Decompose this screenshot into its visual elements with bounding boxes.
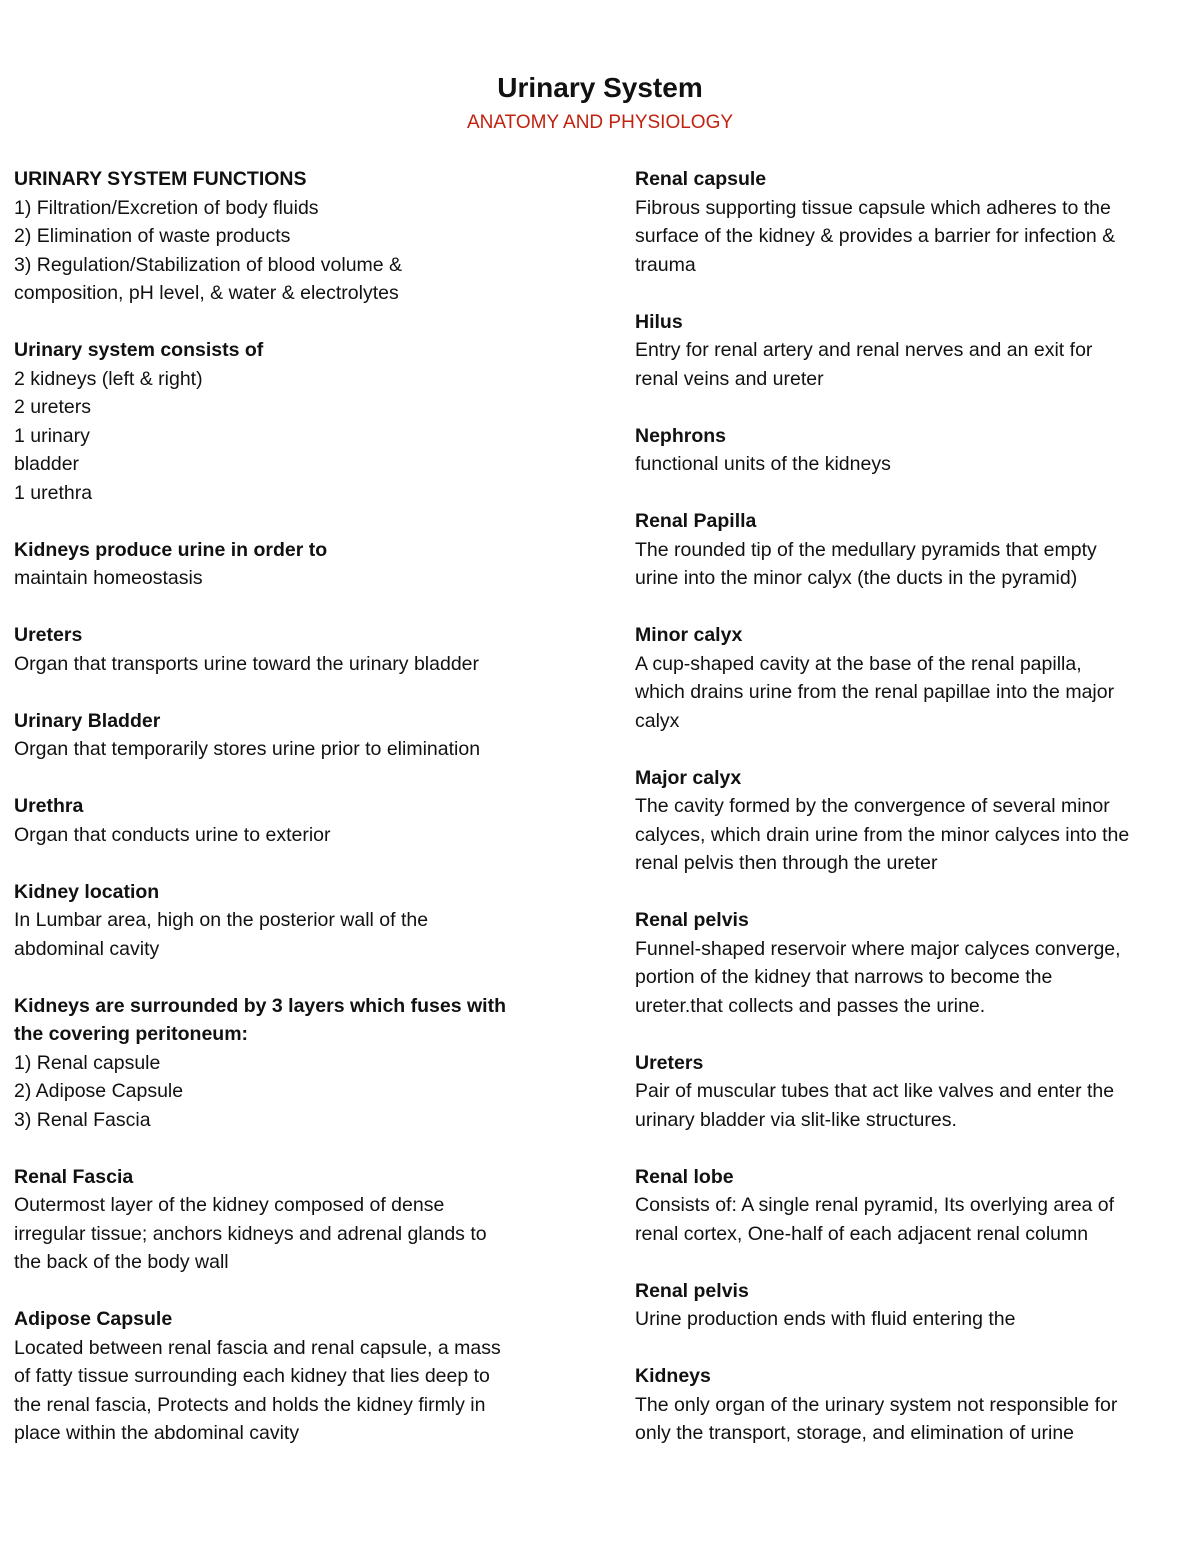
page-subtitle: ANATOMY AND PHYSIOLOGY [466,112,734,133]
section-text-line: portion of the kidney that narrows to become the [635,966,1053,988]
section-text-line: irregular tissue; anchors kidneys and adrenal glands to [14,1222,487,1245]
section-text-line: 2 kidneys (left & right) [14,367,203,390]
section-heading: Renal pelvis [635,1279,749,1302]
section-text-line: Organ that transports urine toward the urinary bladder [14,652,480,675]
section-nephrons [635,422,1190,479]
section-renal-fascia [14,1163,574,1277]
section-text-line: functional units of the kidneys [635,453,891,475]
section-text-line: surface of the kidney & provides a barrier for infection & [635,225,1116,247]
section-heading: Adipose Capsule [14,1308,173,1330]
section-heading: Urinary Bladder [14,709,161,732]
section-heading: Major calyx [635,766,742,789]
section-urinary-bladder [14,707,574,764]
page-title: Urinary System [497,72,703,103]
section-text-line: 3) Renal Fascia [14,1108,151,1131]
section-text-line: maintain homeostasis [14,567,203,589]
section-text-line: the renal fascia, Protects and holds the kidney firmly in [14,1393,486,1416]
section-heading: Renal pelvis [635,909,749,931]
section-heading: URINARY SYSTEM FUNCTIONS [14,168,307,190]
section-text-line: 3) Regulation/Stabilization of blood volume & [14,253,403,276]
section-heading: Renal capsule [635,168,767,190]
section-kidney-location [14,878,574,964]
section-text-line: The cavity formed by the convergence of several minor [635,795,1110,817]
section-renal-lobe [635,1163,1190,1249]
section-heading: Kidneys are surrounded by 3 layers which fuses with [14,994,506,1017]
section-text-line: 1) Renal capsule [14,1051,161,1074]
right-column [635,165,1190,1476]
section-text-line: Consists of: A single renal pyramid, Its overlying area of [635,1194,1115,1216]
section-heading: Renal Papilla [635,510,757,532]
section-renal-capsule [635,165,1190,279]
section-text-line: composition, pH level, & water & electrolytes [14,282,399,304]
section-urinary-system-consists-of [14,336,574,507]
section-text-line: urine into the minor calyx (the ducts in the pyramid) [635,567,1078,589]
section-text-line: Urine production ends with fluid entering the [635,1308,1016,1330]
section-text-line: place within the abdominal cavity [14,1422,300,1444]
section-text-line: calyces, which drain urine from the minor calyces into the [635,823,1130,846]
section-heading: Ureters [635,1051,704,1074]
section-text-line: 1 urinary [14,424,90,447]
section-urethra [14,792,574,849]
section-text-line: Organ that temporarily stores urine prior to elimination [14,738,481,760]
section-heading: Hilus [635,310,683,333]
section-renal-pelvis [635,906,1190,1020]
section-hilus [635,308,1190,394]
section-kidneys-produce-urine-in-order-to [14,536,574,593]
left-column [14,165,574,1476]
section-heading: Ureters [14,624,83,646]
section-kidneys-are-surrounded-by-3-layers-which-fuses-with [14,992,574,1135]
section-text-line: The only organ of the urinary system not responsible for [635,1393,1118,1416]
section-major-calyx [635,764,1190,878]
section-heading: Nephrons [635,424,727,447]
section-ureters [635,1049,1190,1135]
section-text-line: the back of the body wall [14,1251,229,1273]
section-text-line: bladder [14,453,80,475]
section-text-line: ureter.that collects and passes the urine. [635,994,986,1017]
section-text-line: Pair of muscular tubes that act like valves and enter the [635,1080,1115,1102]
section-text-line: 1 urethra [14,481,93,504]
section-text-line: which drains urine from the renal papillae into the major [635,681,1115,703]
section-text-line: Fibrous supporting tissue capsule which adheres to the [635,196,1111,219]
section-heading: Renal lobe [635,1165,734,1188]
section-heading: Urinary system consists of [14,339,264,361]
section-heading: Kidney location [14,880,160,903]
section-text-line: In Lumbar area, high on the posterior wall of the [14,909,429,931]
section-text-line: Organ that conducts urine to exterior [14,823,331,846]
section-heading: the covering peritoneum: [14,1023,249,1045]
section-renal-papilla [635,507,1190,593]
section-text-line: 2 ureters [14,396,91,418]
section-heading: Renal Fascia [14,1165,134,1188]
section-heading: Kidneys produce urine in order to [14,538,328,561]
section-text-line: Located between renal fascia and renal capsule, a mass [14,1336,501,1359]
section-text-line: The rounded tip of the medullary pyramids that empty [635,538,1097,561]
section-ureters [14,621,574,678]
section-text-line: Outermost layer of the kidney composed of dense [14,1194,445,1216]
section-text-line: renal pelvis then through the ureter [635,852,938,874]
section-text-line: calyx [635,709,680,732]
section-text-line: renal veins and ureter [635,367,824,390]
section-text-line: A cup-shaped cavity at the base of the renal papilla, [635,652,1082,675]
section-heading: Urethra [14,795,84,817]
section-text-line: 2) Adipose Capsule [14,1080,184,1102]
section-adipose-capsule [14,1305,574,1448]
section-text-line: Entry for renal artery and renal nerves and an exit for [635,339,1093,361]
section-text-line: 1) Filtration/Excretion of body fluids [14,196,319,219]
section-minor-calyx [635,621,1190,735]
section-heading: Minor calyx [635,624,743,646]
section-renal-pelvis [635,1277,1190,1334]
section-text-line: renal cortex, One-half of each adjacent renal column [635,1222,1089,1245]
section-text-line: of fatty tissue surrounding each kidney that lies deep to [14,1365,490,1387]
section-text-line: Funnel-shaped reservoir where major calyces converge, [635,937,1121,960]
section-text-line: only the transport, storage, and elimination of urine [635,1422,1075,1444]
section-text-line: trauma [635,253,696,276]
section-text-line: abdominal cavity [14,937,160,960]
section-urinary-system-functions [14,165,574,308]
section-heading: Kidneys [635,1365,711,1387]
section-text-line: 2) Elimination of waste products [14,225,291,247]
section-text-line: urinary bladder via slit-like structures. [635,1108,957,1131]
section-kidneys [635,1362,1190,1448]
